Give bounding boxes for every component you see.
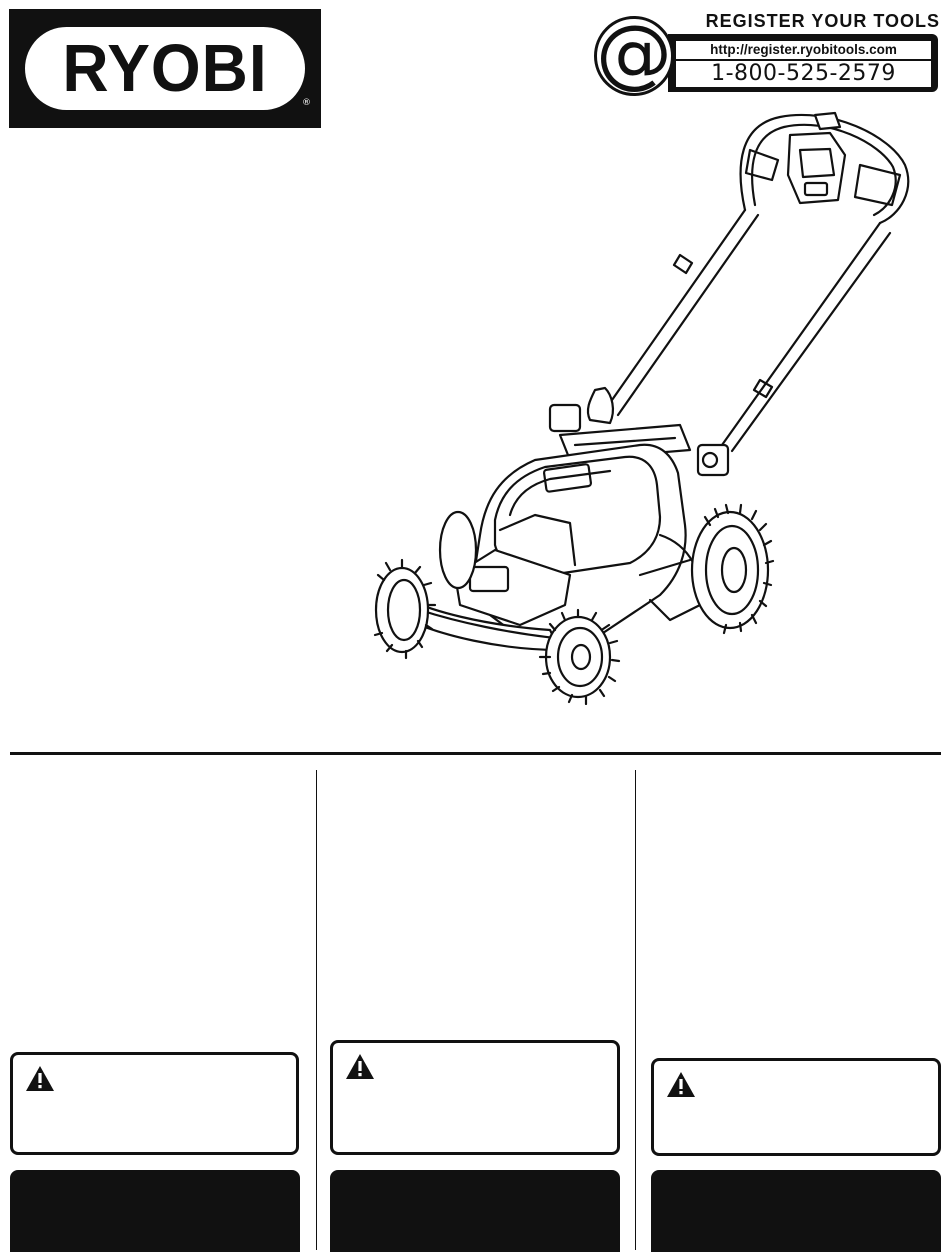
warning-triangle-icon: [25, 1065, 55, 1092]
column-divider-1: [316, 770, 317, 1250]
warning-box-1: [10, 1052, 299, 1155]
at-sign-icon: @: [596, 8, 672, 97]
ryobi-logo: [9, 9, 321, 128]
register-phone: 1-800-525-2579: [676, 61, 931, 87]
register-block: [592, 8, 942, 103]
lawn-mower-illustration: [360, 105, 935, 705]
column-divider-2: [635, 770, 636, 1250]
register-contact-box: [668, 34, 938, 92]
warning-triangle-icon: [345, 1053, 375, 1080]
warning-box-3: [651, 1058, 941, 1156]
black-panel-3: [651, 1170, 941, 1252]
logo-text: RYOBI: [62, 30, 268, 106]
register-url[interactable]: http://register.ryobitools.com: [676, 41, 931, 59]
register-title: REGISTER YOUR TOOLS: [705, 11, 940, 31]
warning-box-2: [330, 1040, 620, 1155]
registered-mark: ®: [302, 98, 311, 108]
section-divider: [10, 752, 941, 755]
warning-triangle-icon: [666, 1071, 696, 1098]
black-panel-1: [10, 1170, 300, 1252]
black-panel-2: [330, 1170, 620, 1252]
